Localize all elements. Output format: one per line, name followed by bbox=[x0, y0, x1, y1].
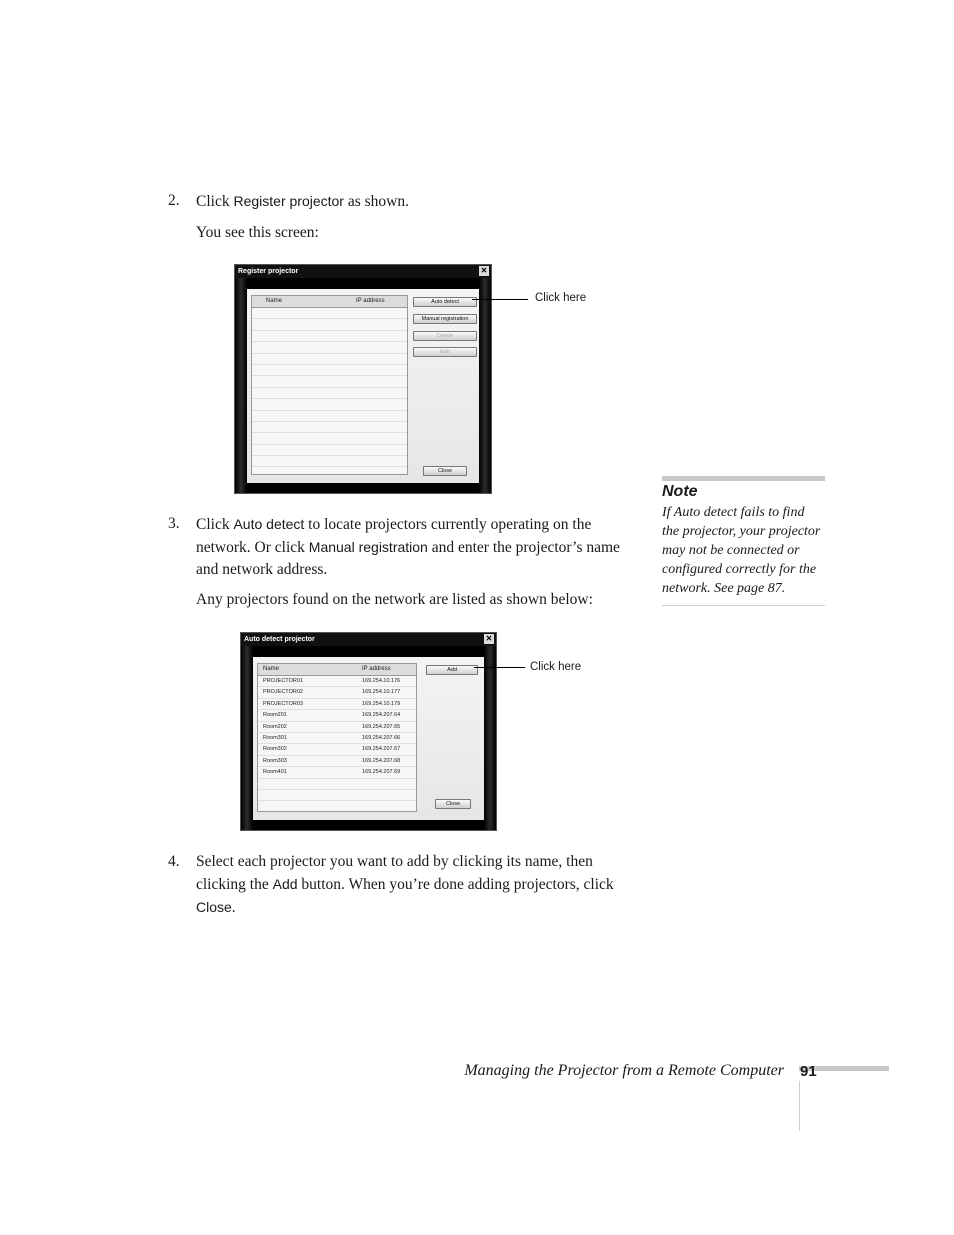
auto-detect-button[interactable]: Auto detect bbox=[413, 297, 477, 307]
table-row[interactable]: Room202 169.254.207.65 bbox=[258, 722, 416, 733]
step-4: 4. Select each projector you want to add by clicking its name, then clicking the Add button. When you’re done adding projectors, click Close. bbox=[168, 853, 614, 916]
close-button[interactable]: Close bbox=[423, 466, 467, 476]
callout-label: Click here bbox=[535, 292, 587, 304]
table-row[interactable]: Room303 169.254.207.68 bbox=[258, 756, 416, 767]
manual-registration-button[interactable]: Manual registration bbox=[413, 314, 477, 324]
ui-term: Register projector bbox=[233, 193, 344, 209]
auto-detect-dialog bbox=[240, 632, 497, 831]
callout-line bbox=[474, 667, 525, 668]
table-row[interactable]: PROJECTOR02 169.254.10.177 bbox=[258, 687, 416, 698]
table-row[interactable]: Room301 169.254.207.66 bbox=[258, 733, 416, 744]
add-button[interactable]: Add bbox=[426, 665, 478, 675]
step-2: 2. Click Register projector as shown. bbox=[168, 192, 409, 210]
close-button[interactable]: Close bbox=[435, 799, 471, 809]
list-header: Name IP address bbox=[252, 296, 407, 308]
step-2-followup: You see this screen: bbox=[196, 224, 319, 241]
table-row[interactable]: PROJECTOR01 169.254.10.176 bbox=[258, 676, 416, 687]
ui-term: Auto detect bbox=[233, 516, 305, 532]
table-row[interactable]: Room401 169.254.207.69 bbox=[258, 767, 416, 778]
close-icon[interactable]: ✕ bbox=[480, 266, 488, 275]
dialog-body bbox=[253, 657, 484, 820]
table-row[interactable]: Room201 169.254.207.64 bbox=[258, 710, 416, 721]
running-footer-title: Managing the Projector from a Remote Computer bbox=[464, 1062, 784, 1079]
step-number: 3. bbox=[168, 515, 180, 532]
note-bottom-rule bbox=[662, 605, 825, 606]
ui-term: Add bbox=[272, 876, 298, 892]
dialog-body bbox=[247, 289, 479, 483]
dialog-titlebar: Register projector ✕ bbox=[235, 265, 491, 278]
list-header: Name IP address bbox=[258, 664, 416, 676]
dialog-titlebar: Auto detect projector ✕ bbox=[241, 633, 496, 646]
note-top-rule bbox=[662, 476, 825, 481]
delete-button[interactable]: Delete bbox=[413, 331, 477, 341]
note-text: If Auto detect fails to find the projector, your projector may not be connected or configured correctly for the network. See page 87. bbox=[662, 505, 821, 596]
frame-right bbox=[479, 278, 491, 493]
note-heading: Note bbox=[662, 483, 698, 500]
step-number: 4. bbox=[168, 853, 180, 870]
ui-term: Manual registration bbox=[308, 539, 428, 555]
table-row[interactable]: Room302 169.254.207.67 bbox=[258, 744, 416, 755]
detected-projector-list[interactable] bbox=[257, 663, 417, 812]
callout-line bbox=[472, 299, 528, 300]
ui-term: Close bbox=[196, 899, 232, 915]
table-row[interactable]: PROJECTOR03 169.254.10.179 bbox=[258, 699, 416, 710]
callout-label: Click here bbox=[530, 661, 582, 673]
frame-right bbox=[484, 646, 496, 830]
projector-list[interactable] bbox=[251, 295, 408, 475]
close-icon[interactable]: ✕ bbox=[485, 634, 493, 643]
frame-left bbox=[241, 646, 253, 830]
edit-button[interactable]: Edit bbox=[413, 347, 477, 357]
register-projector-dialog bbox=[234, 264, 492, 494]
page-number: 91 bbox=[800, 1063, 817, 1080]
step-number: 2. bbox=[168, 192, 180, 209]
step-3-followup: Any projectors found on the network are listed as shown below: bbox=[196, 591, 593, 608]
frame-left bbox=[235, 278, 247, 493]
footer-vertical-rule bbox=[799, 1081, 800, 1131]
step-3: 3. Click Auto detect to locate projectors currently operating on the network. Or click Manual registration and enter the projector’s name and network address. bbox=[168, 515, 620, 578]
